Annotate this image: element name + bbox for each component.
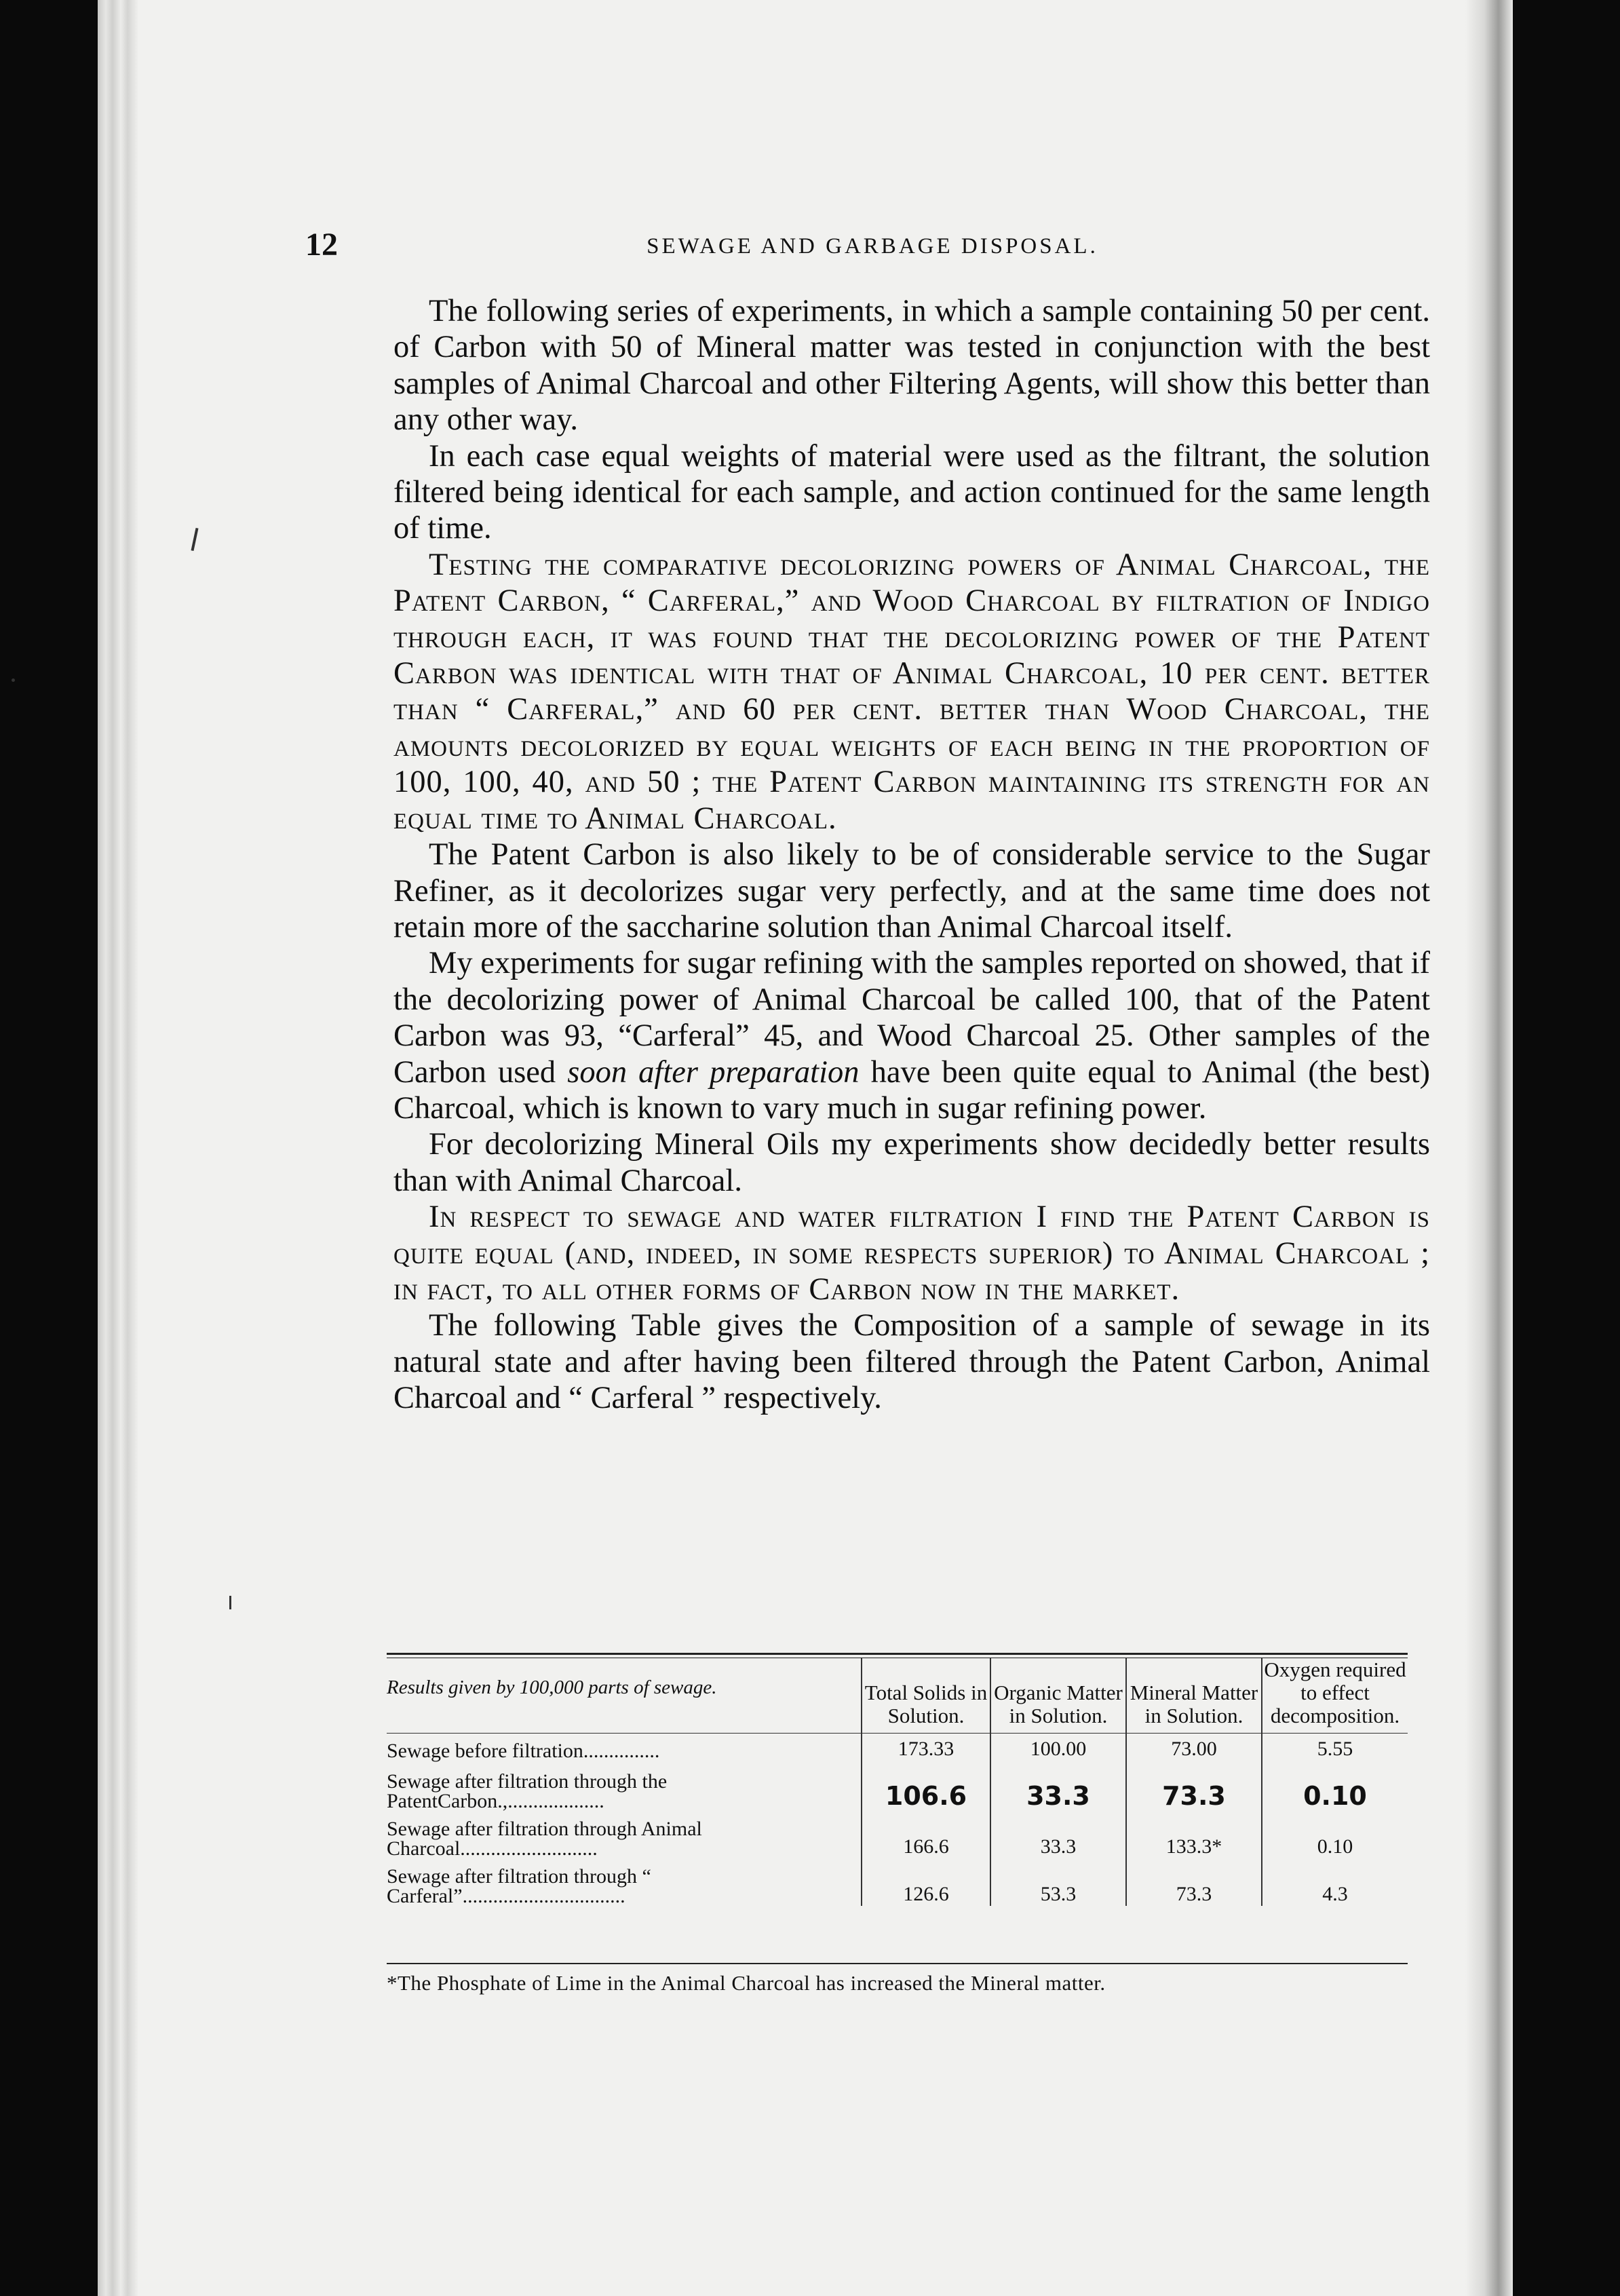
paragraph: The following Table gives the Composition of a sample of sewage in its natural state and after having been filtered through the Patent Carbon, Animal Charcoal and “ Carferal ” respectively. <box>393 1308 1430 1416</box>
cell-mineral-matter: 133.3* <box>1126 1811 1262 1858</box>
composition-table <box>387 1653 1408 1906</box>
cell-oxygen-required: 0.10 <box>1262 1811 1408 1858</box>
column-header: Organic Matter in Solution. <box>990 1658 1126 1734</box>
footnote: *The Phosphate of Lime in the Animal Charcoal has increased the Mineral matter. <box>387 1971 1106 1995</box>
paragraph-text: have been quite equal to Animal (the best) Charcoal, which is known to vary much in sugar refining power. <box>393 1054 1430 1126</box>
row-label: Sewage before filtration............... <box>387 1739 660 1762</box>
row-label: Sewage after filtration through Animal Charcoal........................... <box>387 1817 702 1860</box>
cell-total-solids: 173.33 <box>862 1734 990 1761</box>
paragraph-italic: soon after preparation <box>567 1054 860 1090</box>
cell-organic-matter: 33.3 <box>990 1811 1126 1858</box>
cell-organic-matter: 53.3 <box>990 1858 1126 1906</box>
cell-total-solids: 126.6 <box>862 1858 990 1906</box>
cell-oxygen-required: 0.10 <box>1262 1761 1408 1811</box>
table-lead-header: Results given by 100,000 parts of sewage. <box>387 1658 862 1734</box>
row-label: Sewage after filtration through “ Carferal”................................ <box>387 1864 651 1907</box>
cell-total-solids: 166.6 <box>862 1811 990 1858</box>
column-header: Mineral Matter in Solution. <box>1126 1658 1262 1734</box>
table-row <box>387 1761 1408 1811</box>
page-number: 12 <box>305 227 338 263</box>
cell-mineral-matter: 73.00 <box>1126 1734 1262 1761</box>
paragraph: In each case equal weights of material were used as the filtrant, the solution filtered being identical for each sample, and action continued for the same length of time. <box>393 438 1430 546</box>
paragraph-small-caps: In respect to sewage and water filtration I find the Patent Carbon is quite equal (and, indeed, in some respects superior) to Animal Charcoal ; in fact, to all other forms of Carbon now in the market. <box>393 1200 1430 1307</box>
table-row <box>387 1811 1408 1858</box>
paragraph: The following series of experiments, in which a sample containing 50 per cent. of Carbon with 50 of Mineral matter was tested in conjunction with the best samples of Animal Charcoal and other Filtering Agents, will show this better than any other way. <box>393 294 1430 438</box>
table-row <box>387 1858 1408 1906</box>
row-label: Sewage after filtration through the PatentCarbon.,................... <box>387 1769 668 1812</box>
paragraph-text: My experiments for sugar refining with the samples reported on showed, that if the decolorizing power of Animal Charcoal be called 100, that of the Patent Carbon was 93, “Carferal” 45, and Wood Charcoal 25. Other samples of the Carbon used <box>393 946 1431 1090</box>
body-text <box>393 293 1430 1417</box>
margin-mark <box>229 1596 231 1609</box>
paragraph <box>393 945 1430 1126</box>
page-stack-edge <box>98 0 138 2296</box>
paragraph: For decolorizing Mineral Oils my experiments show decidedly better results than with Animal Charcoal. <box>393 1127 1430 1198</box>
cell-total-solids: 106.6 <box>862 1761 990 1811</box>
cell-mineral-matter: 73.3 <box>1126 1761 1262 1811</box>
page-gutter-shadow <box>1465 0 1513 2296</box>
table-bottom-rule <box>387 1963 1408 1964</box>
running-title: SEWAGE AND GARBAGE DISPOSAL. <box>647 234 1098 259</box>
column-header: Total Solids in Solution. <box>862 1658 990 1734</box>
cell-organic-matter: 33.3 <box>990 1761 1126 1811</box>
page-header <box>305 226 1440 273</box>
table-rule <box>387 1653 1408 1655</box>
table-row <box>387 1734 1408 1761</box>
column-header: Oxygen required to effect decomposition. <box>1262 1658 1408 1734</box>
cell-oxygen-required: 4.3 <box>1262 1858 1408 1906</box>
margin-mark <box>12 678 15 682</box>
cell-mineral-matter: 73.3 <box>1126 1858 1262 1906</box>
cell-oxygen-required: 5.55 <box>1262 1734 1408 1761</box>
paragraph-small-caps: Testing the comparative decolorizing powers of Animal Charcoal, the Patent Carbon, “ Carferal,” and Wood Charcoal by filtration of Indigo through each, it was found that the decolorizing power of the Patent Carbon was identical with that of Animal Charcoal, 10 per cent. better than “ Carferal,” and 60 per cent. better than Wood Charcoal, the amounts decolorized by equal weights of each being in the proportion of 100, 100, 40, and 50 ; the Patent Carbon maintaining its strength for an equal time to Animal Charcoal. <box>393 547 1430 836</box>
paragraph: The Patent Carbon is also likely to be of considerable service to the Sugar Refiner, as it decolorizes sugar very perfectly, and at the same time does not retain more of the saccharine solution than Animal Charcoal itself. <box>393 837 1430 944</box>
cell-organic-matter: 100.00 <box>990 1734 1126 1761</box>
